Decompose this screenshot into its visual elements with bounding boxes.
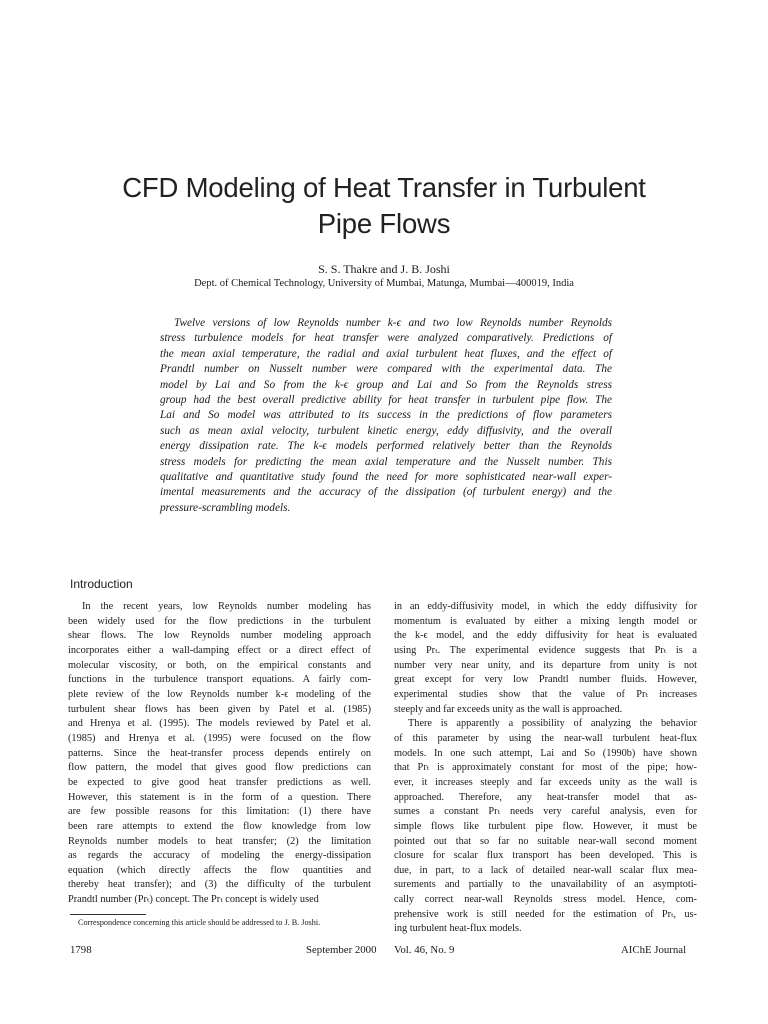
abstract-line: stress turbulence models for heat transfer were analyzed comparatively. Predictions of: [160, 332, 612, 345]
right-column-line: great except for very low Prandtl number fluids. However,: [394, 674, 697, 686]
abstract-line: such as mean axial velocity, turbulent kinetic energy, eddy diffusivity, and the overall: [160, 424, 612, 437]
abstract-line: Lai and So model was attributed to its success in the predictions of flow parameters: [160, 409, 612, 422]
left-column-line: flow pattern, the model that gives good flow predictions can: [68, 762, 371, 774]
issue-date: September 2000: [306, 944, 377, 956]
abstract-line: stress models for predicting the mean axial temperature and the Nusselt number. This: [160, 455, 612, 468]
title-line-2: Pipe Flows: [317, 208, 451, 239]
left-column-line: plete review of the low Reynolds number k-ϵ modeling of the: [68, 688, 371, 700]
right-column-line: approached. Therefore, any heat-transfer model that as-: [394, 791, 697, 803]
abstract-line: model by Lai and So from the k-ϵ group and Lai and So from the Reynolds stress: [160, 378, 612, 391]
right-column-line: steeply and far exceeds unity as the wall is approached.: [394, 703, 623, 715]
right-column-line: prehensive work is still needed for the estimation of Prₜ, us-: [394, 908, 697, 920]
left-column-line: been widely used for the flow predictions in the turbulent: [68, 615, 371, 627]
left-column-line: equation (which directly affects the flow quantities and: [68, 864, 371, 876]
left-column-line: and Hrenya et al. (1995). The models reviewed by Patel et al.: [68, 718, 371, 730]
right-column-line: due, in part, to a lack of detailed near-wall scalar flux mea-: [394, 864, 697, 876]
left-column-line: However, this statement is in the form of a question. There: [68, 791, 371, 803]
right-column-line: pointed out that so far no suitable near-wall second moment: [394, 835, 697, 847]
abstract-line: the mean axial temperature, the radial and axial turbulent heat fluxes, and the effect of: [160, 347, 612, 360]
abstract-line: Twelve versions of low Reynolds number k-ϵ and two low Reynolds number Reynolds: [174, 317, 612, 329]
right-column-line: simple flows like turbulent pipe flow. However, it must be: [394, 820, 697, 832]
left-column-line: In the recent years, low Reynolds number modeling has: [82, 601, 371, 612]
left-column-line: patterns. Since the heat-transfer process depends entirely on: [68, 747, 371, 759]
left-column-line: Reynolds number models to heat transfer; (2) the limitation: [68, 835, 371, 847]
right-column-line: using Prₜ. The experimental evidence suggests that Prₜ is a: [394, 644, 697, 656]
left-column-line: functions in the turbulence transport equations. A fairly com-: [68, 674, 371, 686]
right-column-line: of this parameter by using the near-wall turbulent heat-flux: [394, 732, 697, 744]
left-column-line: been rare attempts to extend the flow knowledge from low: [68, 820, 371, 832]
right-column-line: ing turbulent heat-flux models.: [394, 923, 522, 935]
left-column-line: turbulent shear flows has been given by Patel et al. (1985): [68, 703, 371, 715]
right-column-line: the k-ϵ model, and the eddy diffusivity for heat is evaluated: [394, 630, 697, 642]
left-column-line: be expected to give good heat transfer predictions as well.: [68, 776, 371, 788]
body-column-left: [68, 600, 371, 908]
right-column-line: cally correct near-wall Reynolds stress model. Hence, com-: [394, 894, 697, 906]
journal-name: AIChE Journal: [621, 944, 687, 956]
left-column-line: are few possible reasons for this limitation: (1) there have: [68, 806, 371, 818]
body-column-right: [394, 600, 697, 937]
left-column-line: molecular viscosity, or both, on the empirical constants and: [68, 659, 371, 671]
left-column-line: as regards the accuracy of modeling the energy-dissipation: [68, 850, 371, 862]
page-number: 1798: [70, 944, 92, 956]
right-column-line: momentum is evaluated by either a mixing length model or: [394, 615, 697, 627]
correspondence-footnote: Correspondence concerning this article should be addressed to J. B. Joshi.: [78, 918, 321, 927]
paper-title: [60, 170, 708, 242]
abstract-line: pressure-scrambling models.: [160, 501, 291, 514]
affiliation: Dept. of Chemical Technology, University of Mumbai, Matunga, Mumbai—400019, India: [194, 278, 574, 289]
abstract-line: qualitative and quantitative study found the need for more sophisticated near-wall exper-: [160, 471, 612, 484]
right-column-line: ever, it increases steeply and far exceeds unity as the wall is: [394, 776, 697, 788]
abstract-line: group had the best overall predictive ability for heat transfer in turbulent pipe flow. The: [160, 394, 612, 407]
right-column-line: There is apparently a possibility of analyzing the behavior: [408, 718, 697, 730]
right-column-line: sumes a constant Prₜ needs very careful analysis, even for: [394, 806, 697, 818]
right-column-line: models. In one such attempt, Lai and So (1990b) have shown: [394, 747, 697, 759]
authors: S. S. Thakre and J. B. Joshi: [318, 262, 450, 276]
abstract: [160, 316, 612, 516]
right-column-line: that Prₜ is approximately constant for most of the pipe; how-: [394, 762, 697, 774]
left-column-line: incorporates either a wall-damping effect or a direct effect of: [68, 644, 371, 656]
left-column-line: thereby heat transfer); and (3) the difficulty of the turbulent: [68, 879, 371, 891]
left-column-line: Prandtl number (Prₜ) concept. The Prₜ concept is widely used: [68, 894, 319, 906]
right-column-line: experimental studies show that the value of Prₜ increases: [394, 688, 697, 700]
right-column-line: number very near unity, and its departure from unity is not: [394, 659, 697, 671]
abstract-line: Prandtl number on Nusselt number were compared with the experimental data. The: [160, 363, 612, 376]
title-line-1: CFD Modeling of Heat Transfer in Turbulent: [122, 172, 646, 203]
right-column-line: surements and partially to the unavailability of an asymptoti-: [394, 879, 697, 891]
abstract-line: energy dissipation rate. The k-ϵ models performed relatively better than the Reynolds: [160, 440, 612, 453]
right-column-line: in an eddy-diffusivity model, in which the eddy diffusivity for: [394, 601, 697, 612]
left-column-line: shear flows. The low Reynolds number modeling approach: [68, 630, 371, 642]
abstract-line: imental measurements and the accuracy of the dissipation (of turbulent energy) and the: [160, 486, 612, 499]
volume-issue: Vol. 46, No. 9: [394, 944, 455, 956]
left-column-line: (1985) and Hrenya et al. (1995) were focused on the flow: [68, 732, 371, 744]
section-heading-introduction: Introduction: [70, 577, 133, 591]
footnote-rule: [70, 914, 146, 915]
right-column-line: closure for scalar flux transport has been developed. This is: [394, 850, 697, 862]
